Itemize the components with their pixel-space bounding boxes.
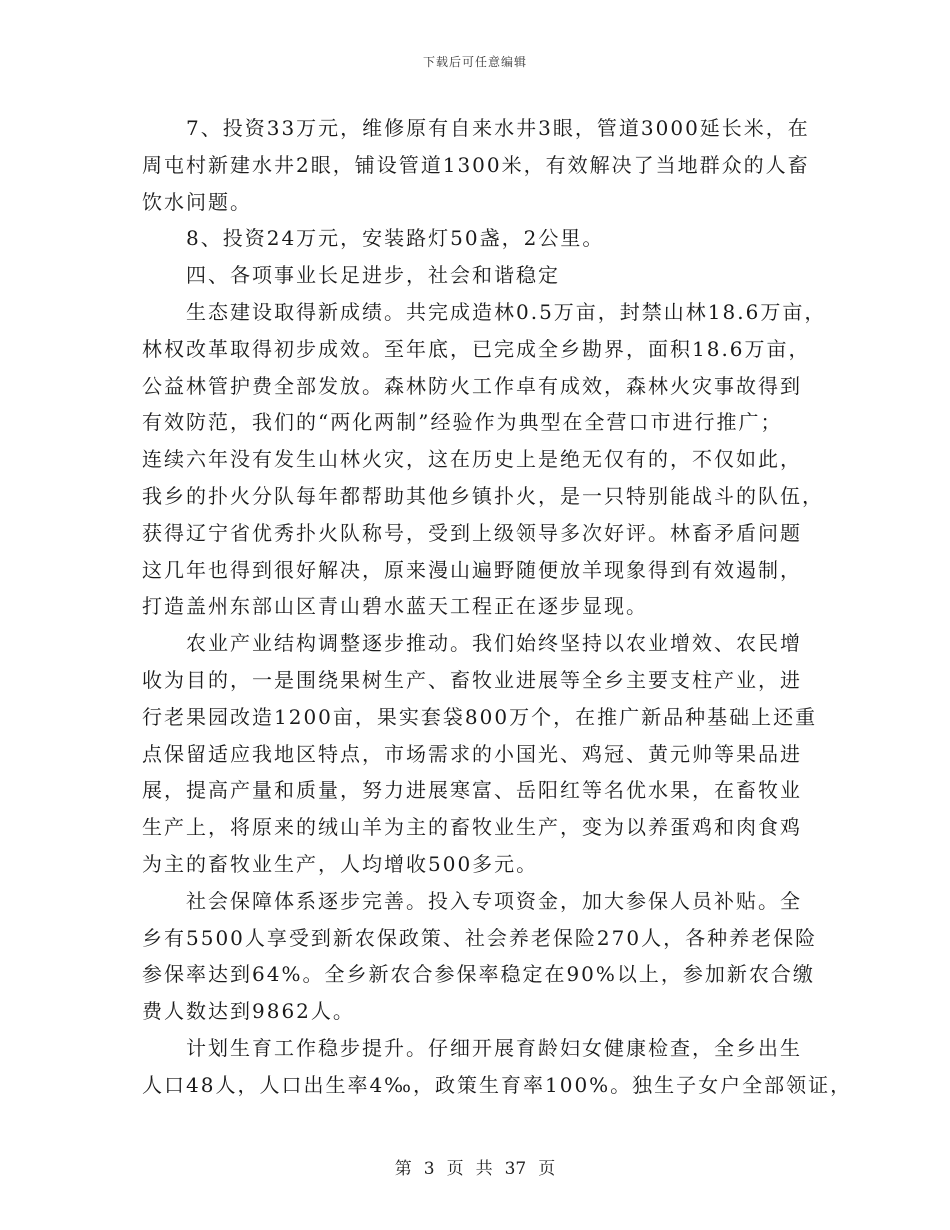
page-label-prefix: 第 bbox=[394, 1159, 412, 1179]
text-line: 展，提高产量和质量，努力进展寒富、岳阳红等名优水果，在畜牧业 bbox=[142, 778, 802, 803]
page-header-note: 下载后可任意编辑 bbox=[422, 55, 527, 69]
total-label-suffix: 页 bbox=[538, 1159, 556, 1179]
text-line: 打造盖州东部山区青山碧水蓝天工程正在逐步显现。 bbox=[142, 594, 648, 619]
text-line: 费人数达到9862人。 bbox=[142, 999, 355, 1024]
text-line: 行老果园改造1200亩，果实套袋800万个，在推广新品种基础上还重 bbox=[142, 704, 818, 729]
text-line: 计划生育工作稳步提升。仔细开展育龄妇女健康检查，全乡出生 bbox=[186, 1035, 802, 1060]
text-line: 连续六年没有发生山林火灾，这在历史上是绝无仅有的，不仅如此， bbox=[142, 447, 802, 472]
page-total-number: 37 bbox=[504, 1159, 527, 1179]
text-line: 收为目的，一是围绕果树生产、畜牧业进展等全乡主要支柱产业，进 bbox=[142, 667, 802, 692]
text-line: 公益林管护费全部发放。森林防火工作卓有成效，森林火灾事故得到 bbox=[142, 373, 802, 398]
text-line: 社会保障体系逐步完善。投入专项资金，加大参保人员补贴。全 bbox=[186, 888, 802, 913]
text-line: 林权改革取得初步成效。至年底，已完成全乡勘界，面积18.6万亩， bbox=[142, 336, 811, 361]
text-line: 点保留适应我地区特点，市场需求的小国光、鸡冠、黄元帅等果品进 bbox=[142, 741, 802, 766]
page-footer bbox=[0, 1154, 950, 1179]
text-line: 参保率达到64%。全乡新农合参保率稳定在90%以上，参加新农合缴 bbox=[142, 962, 815, 987]
text-line: 农业产业结构调整逐步推动。我们始终坚持以农业增效、农民增 bbox=[186, 631, 802, 656]
text-line: 人口48人，人口出生率4‰，政策生育率100%。独生子女户全部领证， bbox=[142, 1072, 853, 1097]
text-line: 周屯村新建水井2眼，铺设管道1300米，有效解决了当地群众的人畜 bbox=[142, 152, 810, 177]
text-line: 7、投资33万元，维修原有自来水井3眼，管道3000延长米，在 bbox=[186, 116, 810, 140]
section-heading: 四、各项事业长足进步，社会和谐稳定 bbox=[186, 263, 560, 288]
text-line: 为主的畜牧业生产，人均增收500多元。 bbox=[142, 851, 539, 876]
document-body bbox=[142, 110, 853, 1104]
page-label-suffix: 页 bbox=[446, 1159, 464, 1179]
text-line: 我乡的扑火分队每年都帮助其他乡镇扑火，是一只特别能战斗的队伍， bbox=[142, 483, 824, 508]
text-line: 有效防范，我们的“两化两制”经验作为典型在全营口市进行推广； bbox=[142, 410, 783, 435]
total-label-prefix: 共 bbox=[475, 1159, 493, 1179]
text-line: 生态建设取得新成绩。共完成造林0.5万亩，封禁山林18.6万亩， bbox=[186, 299, 827, 324]
text-line: 获得辽宁省优秀扑火队称号，受到上级领导多次好评。林畜矛盾问题 bbox=[142, 520, 802, 545]
page-current-number: 3 bbox=[423, 1159, 435, 1179]
text-line: 这几年也得到很好解决，原来漫山遍野随便放羊现象得到有效遏制， bbox=[142, 557, 802, 582]
text-line: 饮水问题。 bbox=[142, 189, 252, 214]
text-line: 8、投资24万元，安装路灯50盏，2公里。 bbox=[186, 226, 605, 251]
text-line: 生产上，将原来的绒山羊为主的畜牧业生产，变为以养蛋鸡和肉食鸡 bbox=[142, 815, 802, 840]
text-line: 乡有5500人享受到新农保政策、社会养老保险270人，各种养老保险 bbox=[142, 925, 818, 950]
